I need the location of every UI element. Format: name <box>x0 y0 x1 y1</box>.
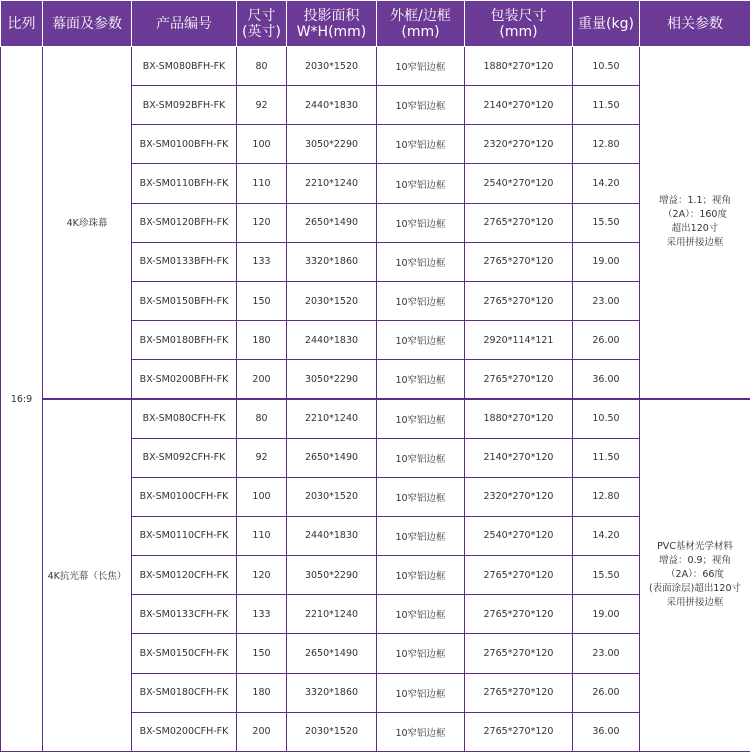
frame-cell: 10窄铝边框 <box>377 360 465 399</box>
header-frame-line1: 外框/边框 <box>390 7 451 24</box>
package-cell: 2765*270*120 <box>465 556 573 595</box>
weight-cell: 14.20 <box>573 164 640 203</box>
model-cell: BX-SM0110BFH-FK <box>132 164 237 203</box>
package-cell: 2920*114*121 <box>465 321 573 360</box>
size-cell: 100 <box>237 477 287 516</box>
header-frame <box>377 1 465 47</box>
size-cell: 120 <box>237 203 287 242</box>
model-cell: BX-SM0150CFH-FK <box>132 634 237 673</box>
frame-cell: 10窄铝边框 <box>377 477 465 516</box>
area-cell: 2440*1830 <box>287 86 377 125</box>
screen-type-cell: 4K抗光幕（长焦） <box>43 399 132 752</box>
params-line: (表面涂层)超出120寸 <box>648 583 742 595</box>
weight-cell: 14.20 <box>573 516 640 555</box>
weight-cell: 26.00 <box>573 321 640 360</box>
frame-cell: 10窄铝边框 <box>377 242 465 281</box>
size-cell: 133 <box>237 595 287 634</box>
size-cell: 133 <box>237 242 287 281</box>
area-cell: 2030*1520 <box>287 47 377 86</box>
frame-cell: 10窄铝边框 <box>377 321 465 360</box>
area-cell: 3320*1860 <box>287 242 377 281</box>
package-cell: 2140*270*120 <box>465 86 573 125</box>
package-cell: 2140*270*120 <box>465 438 573 477</box>
header-weight: 重量(kg) <box>573 1 640 47</box>
header-area-line2: W*H(mm) <box>296 23 367 40</box>
weight-cell: 10.50 <box>573 399 640 438</box>
header-ratio: 比列 <box>1 1 43 47</box>
header-package-line2: (mm) <box>499 23 538 40</box>
area-cell: 2650*1490 <box>287 438 377 477</box>
package-cell: 2540*270*120 <box>465 164 573 203</box>
model-cell: BX-SM0110CFH-FK <box>132 516 237 555</box>
screen-type-cell: 4K珍珠幕 <box>43 47 132 399</box>
weight-cell: 15.50 <box>573 556 640 595</box>
header-frame-line2: (mm) <box>401 23 440 40</box>
model-cell: BX-SM080BFH-FK <box>132 47 237 86</box>
area-cell: 2440*1830 <box>287 321 377 360</box>
size-cell: 150 <box>237 281 287 320</box>
params-line: （2A）：160度 <box>663 209 727 221</box>
package-cell: 2765*270*120 <box>465 360 573 399</box>
frame-cell: 10窄铝边框 <box>377 673 465 712</box>
frame-cell: 10窄铝边框 <box>377 595 465 634</box>
model-cell: BX-SM0150BFH-FK <box>132 281 237 320</box>
model-cell: BX-SM0200BFH-FK <box>132 360 237 399</box>
frame-cell: 10窄铝边框 <box>377 86 465 125</box>
frame-cell: 10窄铝边框 <box>377 634 465 673</box>
package-cell: 2765*270*120 <box>465 242 573 281</box>
size-cell: 80 <box>237 399 287 438</box>
header-screen: 幕面及参数 <box>43 1 132 47</box>
package-cell: 2765*270*120 <box>465 281 573 320</box>
header-package-line1: 包装尺寸 <box>490 7 547 24</box>
weight-cell: 12.80 <box>573 125 640 164</box>
weight-cell: 11.50 <box>573 438 640 477</box>
area-cell: 2210*1240 <box>287 595 377 634</box>
header-params: 相关参数 <box>640 1 750 47</box>
area-cell: 2030*1520 <box>287 477 377 516</box>
frame-cell: 10窄铝边框 <box>377 47 465 86</box>
header-size <box>237 1 287 47</box>
model-cell: BX-SM092CFH-FK <box>132 438 237 477</box>
size-cell: 110 <box>237 164 287 203</box>
frame-cell: 10窄铝边框 <box>377 438 465 477</box>
area-cell: 2030*1520 <box>287 712 377 751</box>
weight-cell: 19.00 <box>573 595 640 634</box>
frame-cell: 10窄铝边框 <box>377 712 465 751</box>
model-cell: BX-SM0180BFH-FK <box>132 321 237 360</box>
table-row <box>1 47 750 86</box>
frame-cell: 10窄铝边框 <box>377 556 465 595</box>
model-cell: BX-SM0100CFH-FK <box>132 477 237 516</box>
model-cell: BX-SM0180CFH-FK <box>132 673 237 712</box>
size-cell: 120 <box>237 556 287 595</box>
weight-cell: 15.50 <box>573 203 640 242</box>
model-cell: BX-SM0200CFH-FK <box>132 712 237 751</box>
area-cell: 2030*1520 <box>287 281 377 320</box>
weight-cell: 23.00 <box>573 281 640 320</box>
frame-cell: 10窄铝边框 <box>377 399 465 438</box>
params-cell <box>640 47 750 399</box>
area-cell: 2440*1830 <box>287 516 377 555</box>
area-cell: 2650*1490 <box>287 203 377 242</box>
header-size-line1: 尺寸 <box>247 7 276 24</box>
model-cell: BX-SM080CFH-FK <box>132 399 237 438</box>
package-cell: 2765*270*120 <box>465 712 573 751</box>
params-line: （2A）：66度 <box>666 569 724 581</box>
params-line: 超出120寸 <box>671 223 719 235</box>
header-area <box>287 1 377 47</box>
model-cell: BX-SM0133CFH-FK <box>132 595 237 634</box>
size-cell: 92 <box>237 438 287 477</box>
frame-cell: 10窄铝边框 <box>377 516 465 555</box>
area-cell: 3050*2290 <box>287 556 377 595</box>
package-cell: 2765*270*120 <box>465 203 573 242</box>
params-line: 采用拼接边框 <box>666 237 724 249</box>
table-row <box>1 399 750 438</box>
size-cell: 110 <box>237 516 287 555</box>
frame-cell: 10窄铝边框 <box>377 203 465 242</box>
params-line: 增益：1.1；视角 <box>658 195 732 207</box>
weight-cell: 11.50 <box>573 86 640 125</box>
area-cell: 2210*1240 <box>287 399 377 438</box>
package-cell: 1880*270*120 <box>465 399 573 438</box>
model-cell: BX-SM0133BFH-FK <box>132 242 237 281</box>
header-size-line2: (英寸) <box>242 23 281 40</box>
size-cell: 100 <box>237 125 287 164</box>
params-cell <box>640 399 750 752</box>
model-cell: BX-SM0120BFH-FK <box>132 203 237 242</box>
header-row <box>1 1 750 47</box>
package-cell: 1880*270*120 <box>465 47 573 86</box>
package-cell: 2765*270*120 <box>465 634 573 673</box>
frame-cell: 10窄铝边框 <box>377 164 465 203</box>
package-cell: 2320*270*120 <box>465 477 573 516</box>
ratio-cell: 16:9 <box>1 47 43 752</box>
model-cell: BX-SM092BFH-FK <box>132 86 237 125</box>
size-cell: 150 <box>237 634 287 673</box>
size-cell: 180 <box>237 321 287 360</box>
area-cell: 2650*1490 <box>287 634 377 673</box>
spec-body <box>1 47 750 752</box>
weight-cell: 36.00 <box>573 712 640 751</box>
model-cell: BX-SM0120CFH-FK <box>132 556 237 595</box>
model-cell: BX-SM0100BFH-FK <box>132 125 237 164</box>
size-cell: 180 <box>237 673 287 712</box>
area-cell: 2210*1240 <box>287 164 377 203</box>
package-cell: 2765*270*120 <box>465 673 573 712</box>
params-line: 增益：0.9；视角 <box>658 555 732 567</box>
package-cell: 2540*270*120 <box>465 516 573 555</box>
params-line: PVC基材光学材料 <box>657 541 733 553</box>
size-cell: 92 <box>237 86 287 125</box>
weight-cell: 12.80 <box>573 477 640 516</box>
weight-cell: 36.00 <box>573 360 640 399</box>
area-cell: 3050*2290 <box>287 360 377 399</box>
header-area-line1: 投影面积 <box>303 7 360 24</box>
header-package <box>465 1 573 47</box>
params-line: 采用拼接边框 <box>666 597 724 609</box>
weight-cell: 19.00 <box>573 242 640 281</box>
weight-cell: 26.00 <box>573 673 640 712</box>
size-cell: 200 <box>237 360 287 399</box>
weight-cell: 23.00 <box>573 634 640 673</box>
area-cell: 3050*2290 <box>287 125 377 164</box>
size-cell: 200 <box>237 712 287 751</box>
weight-cell: 10.50 <box>573 47 640 86</box>
package-cell: 2765*270*120 <box>465 595 573 634</box>
frame-cell: 10窄铝边框 <box>377 125 465 164</box>
size-cell: 80 <box>237 47 287 86</box>
frame-cell: 10窄铝边框 <box>377 281 465 320</box>
package-cell: 2320*270*120 <box>465 125 573 164</box>
header-model: 产品编号 <box>132 1 237 47</box>
area-cell: 3320*1860 <box>287 673 377 712</box>
